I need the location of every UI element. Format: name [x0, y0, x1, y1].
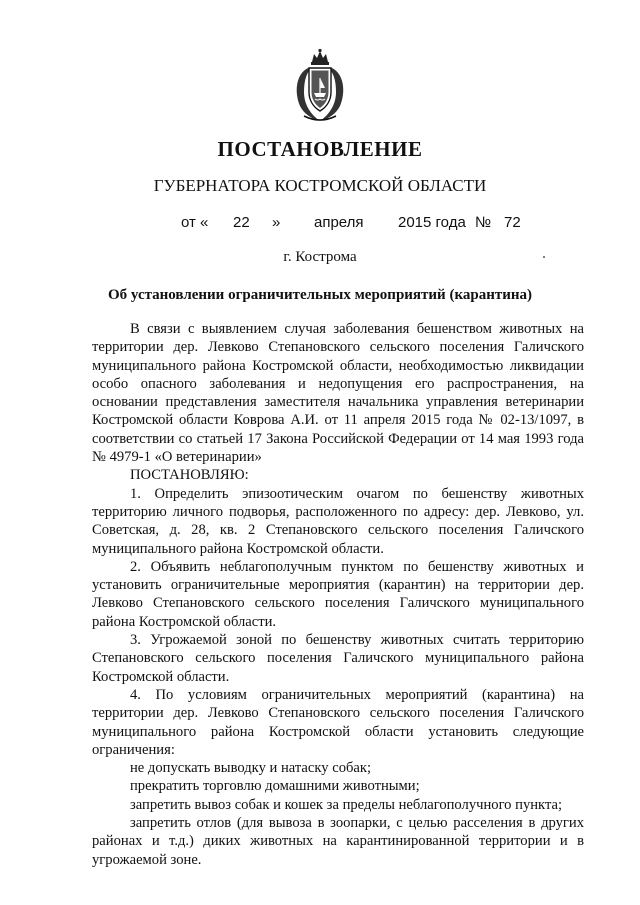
date-month: апреля [314, 214, 364, 231]
document-number: 72 [504, 214, 521, 231]
point-3: 3. Угрожаемой зоной по бешенству животных считать территорию Степановского сельского поселения Галичского муниципального района Костромской области. [92, 632, 584, 685]
restriction-item: запретить отлов (для вывоза в зоопарки, с целью расселения в других районах и т.д.) диких животных на карантинированной территории и в угрожаемой зоне. [92, 815, 584, 868]
document-title: ПОСТАНОВЛЕНИЕ [217, 137, 423, 161]
restriction-item: прекратить торговлю домашними животными; [130, 778, 420, 795]
restriction-item: запретить вывоз собак и кошек за пределы неблагополучного пункта; [130, 796, 563, 813]
scan-speck [543, 256, 545, 258]
restriction-item: не допускать выводку и натаску собак; [130, 760, 372, 777]
date-day: 22 [233, 214, 250, 231]
document-issuer: ГУБЕРНАТОРА КОСТРОМСКОЙ ОБЛАСТИ [153, 176, 487, 195]
date-year: 2015 года [398, 214, 466, 231]
point-2: 2. Объявить неблагополучным пунктом по бешенству животных и установить ограничительные мероприятия (карантин) на территории дер. Левково Степановского сельского поселения Галичского муниципального района Костромской области. [92, 558, 584, 630]
preamble-paragraph: В связи с выявлением случая заболевания бешенством животных на территории дер. Левково Степановского сельского поселения Галичского муниципального района Костромской области, необходимостью ликвидации особо опасного заболевания и недопущения его распространения, на основании представления заместителя начальника управления ветеринарии Костромской области Коврова А.И. от 11 апреля 2015 года № 02-13/1097, в соответствии со статьей 17 Закона Российской Федерации от 14 мая 1993 года № 4979-1 «О ветеринарии» [92, 321, 584, 466]
document-heading: Об установлении ограничительных мероприятий (карантина) [107, 287, 532, 303]
point-1: 1. Определить эпизоотическим очагом по бешенству животных территорию личного подворья, расположенного по адресу: дер. Левково, ул. Советская, д. 28, кв. 2 Степановского сельского поселения Галичского муниципального района Костромской области. [92, 485, 584, 557]
coat-of-arms-emblem [290, 48, 350, 124]
document-number-sign: № [475, 214, 492, 231]
document-city: г. Кострома [283, 249, 357, 265]
decree-word: ПОСТАНОВЛЯЮ: [130, 467, 249, 484]
document-body [92, 320, 584, 869]
date-close-quote: » [272, 214, 281, 231]
date-prefix: от « [181, 214, 209, 231]
point-4: 4. По условиям ограничительных мероприятий (карантина) на территории дер. Левково Степановского сельского поселения Галичского муниципального района Костромской области установить следующие ограничения: [92, 686, 584, 758]
